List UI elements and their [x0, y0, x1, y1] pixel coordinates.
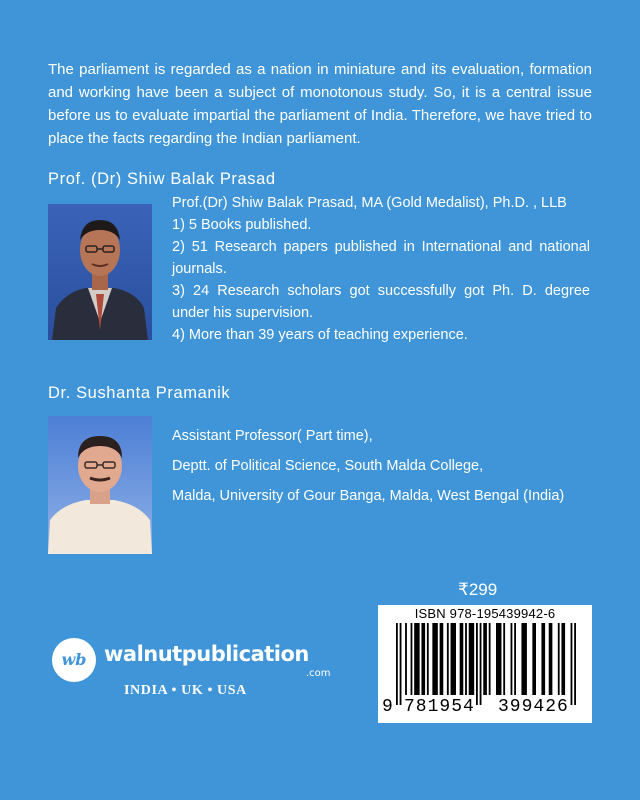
- author2-bio-line: Malda, University of Gour Banga, Malda, West Bengal (India): [172, 488, 565, 504]
- barcode-bar: [421, 623, 425, 695]
- author1-bio-line: Prof.(Dr) Shiw Balak Prasad, MA (Gold Medalist), Ph.D. , LLB: [172, 195, 567, 211]
- barcode-bar: [451, 623, 456, 695]
- barcode-bar: [396, 623, 398, 705]
- author2-bio-line: Deptt. of Political Science, South Malda College,: [172, 458, 484, 474]
- author1-bio-line: 4) More than 39 years of teaching experience.: [172, 327, 468, 343]
- barcode-bar: [574, 623, 576, 705]
- barcode-bar: [483, 623, 487, 695]
- barcode-bar: [400, 623, 402, 705]
- author1-bio: [172, 192, 590, 346]
- isbn-barcode: [378, 605, 592, 723]
- barcode-bar: [511, 623, 513, 695]
- author1-name: Prof. (Dr) Shiw Balak Prasad: [48, 170, 276, 188]
- barcode-bar: [460, 623, 464, 695]
- author2-bio-line: Assistant Professor( Part time),: [172, 428, 373, 444]
- barcode-bars: [396, 623, 586, 705]
- barcode-bar: [469, 623, 474, 695]
- author1-photo: [48, 204, 152, 340]
- barcode-bar: [532, 623, 536, 695]
- author2-bio: [172, 421, 590, 511]
- barcode-bar: [496, 623, 501, 695]
- barcode-bar: [571, 623, 573, 705]
- author1-bio-line: 1) 5 Books published.: [172, 217, 312, 233]
- author1-bio-line: 2) 51 Research papers published in International and national journals.: [172, 239, 590, 277]
- barcode-bar: [558, 623, 560, 695]
- publisher-mark-icon: wb: [52, 638, 96, 682]
- publisher-domain-suffix: .com: [306, 668, 331, 679]
- barcode-bar: [541, 623, 545, 695]
- barcode-bar: [405, 623, 407, 695]
- publisher-logo: [52, 636, 352, 686]
- barcode-bar: [476, 623, 478, 705]
- author2-photo: [48, 416, 152, 554]
- blurb-paragraph: The parliament is regarded as a nation in miniature and its evaluation, formation and working have been a subject of monotonous study. So, it is a central issue before us to evaluate impartial the parliament of India. Therefore, we have tried to place the facts regarding the Indian parliament.: [48, 61, 592, 147]
- isbn-label: ISBN 978-195439942-6: [414, 606, 556, 621]
- barcode-digit-group: 781954: [404, 697, 475, 717]
- barcode-bar: [432, 623, 437, 695]
- barcode-bar: [503, 623, 505, 695]
- author1-bio-line: 3) 24 Research scholars got successfully got Ph. D. degree under his supervision.: [172, 283, 590, 321]
- barcode-digit-group: 399426: [498, 697, 569, 717]
- barcode-bar: [489, 623, 491, 695]
- barcode-bar: [561, 623, 565, 695]
- barcode-bar: [514, 623, 516, 695]
- barcode-bar: [411, 623, 413, 695]
- barcode-bar: [447, 623, 449, 695]
- barcode-digit-first: 9: [382, 697, 394, 717]
- publisher-name: walnutpublication: [104, 642, 309, 666]
- barcode-bar: [465, 623, 467, 695]
- barcode-bar: [427, 623, 429, 695]
- barcode-bar: [549, 623, 553, 695]
- barcode-bar: [480, 623, 482, 705]
- barcode-bar: [521, 623, 526, 695]
- price-label: ₹299: [458, 580, 498, 599]
- author2-name: Dr. Sushanta Pramanik: [48, 384, 231, 402]
- barcode-bar: [414, 623, 419, 695]
- publisher-regions: INDIA • UK • USA: [124, 683, 247, 698]
- barcode-bar: [440, 623, 444, 695]
